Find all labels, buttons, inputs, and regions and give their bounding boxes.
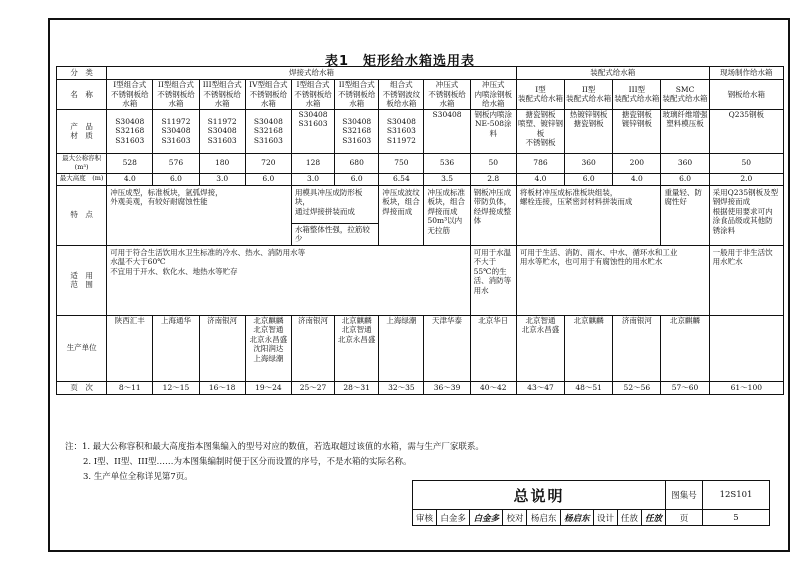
height-cell: 3.0 bbox=[291, 173, 334, 185]
maker-cell: 北京麒麟 bbox=[565, 315, 613, 381]
sheet-title: 总说明 bbox=[413, 481, 666, 510]
capacity-cell: 786 bbox=[516, 153, 564, 173]
maker-cell: 济南银河 bbox=[291, 315, 334, 381]
name-cell: II型组合式 不锈钢板给水箱 bbox=[335, 80, 379, 110]
scope-cell: 可用于水温不大于55℃的生活、消防等用水 bbox=[470, 245, 516, 315]
height-cell: 6.0 bbox=[661, 173, 709, 185]
height-cell: 2.8 bbox=[470, 173, 516, 185]
material-cell: S30408 S31603 bbox=[291, 109, 334, 153]
reviewer-signature: 白金多 bbox=[470, 510, 503, 526]
height-row bbox=[57, 173, 784, 185]
material-cell: S30408 S31603 S11972 bbox=[379, 109, 424, 153]
capacity-cell: 680 bbox=[335, 153, 379, 173]
height-label: 最大高度 (m) bbox=[57, 173, 107, 185]
capacity-cell: 720 bbox=[245, 153, 291, 173]
designer-signature: 任放 bbox=[641, 510, 665, 526]
material-cell: 玻璃纤维增强 塑料模压板 bbox=[661, 109, 709, 153]
material-cell: 热镀锌钢板 搪瓷钢板 bbox=[565, 109, 613, 153]
scope-cell: 可用于生活、消防、雨水、中水、循环水和工业 用水等贮水，也可用于有腐蚀性的用水贮水 bbox=[516, 245, 709, 315]
name-cell: 冲压式 不锈钢板给水箱 bbox=[424, 80, 470, 110]
page-cell: 12～15 bbox=[153, 381, 199, 394]
capacity-label: 最大公称容积(m³) bbox=[57, 153, 107, 173]
material-cell: S30408 S32168 S31603 bbox=[245, 109, 291, 153]
material-label: 产 品 材 质 bbox=[57, 109, 107, 153]
maker-cell: 天津华泰 bbox=[424, 315, 470, 381]
atlas-no: 12S101 bbox=[703, 481, 770, 510]
category-row bbox=[57, 67, 784, 80]
material-cell: S30408 bbox=[424, 109, 470, 153]
maker-label: 生产单位 bbox=[57, 315, 107, 381]
feature-cell: 冲压成标准板块，组合焊接而成 50m³以内无拉筋 bbox=[424, 185, 470, 245]
material-cell: 搪瓷钢板 喷塑、镀锌钢板 不锈钢板 bbox=[516, 109, 564, 153]
height-cell: 4.0 bbox=[516, 173, 564, 185]
feature-label: 特 点 bbox=[57, 185, 107, 245]
assembled-group: 装配式给水箱 bbox=[516, 67, 709, 80]
height-cell: 6.0 bbox=[565, 173, 613, 185]
category-label: 分 类 bbox=[57, 67, 107, 80]
height-cell: 3.0 bbox=[199, 173, 245, 185]
height-cell: 4.0 bbox=[107, 173, 153, 185]
name-cell: I型 装配式给水箱 bbox=[516, 80, 564, 110]
page-cell: 52～56 bbox=[613, 381, 661, 394]
material-cell: Q235钢板 bbox=[709, 109, 783, 153]
name-cell: SMC 装配式给水箱 bbox=[661, 80, 709, 110]
maker-cell: 济南银河 bbox=[199, 315, 245, 381]
title-block bbox=[412, 480, 770, 526]
maker-cell: 北京华日 bbox=[470, 315, 516, 381]
page-cell: 19～24 bbox=[245, 381, 291, 394]
maker-cell: 北京麒麟 bbox=[661, 315, 709, 381]
name-cell: 组合式 不锈钢波纹板给水箱 bbox=[379, 80, 424, 110]
design-label: 设计 bbox=[593, 510, 617, 526]
page-label-tb: 页 bbox=[666, 510, 703, 526]
checker: 杨启东 bbox=[527, 510, 560, 526]
capacity-cell: 128 bbox=[291, 153, 334, 173]
checker-signature: 杨启东 bbox=[560, 510, 593, 526]
page-cell: 16～18 bbox=[199, 381, 245, 394]
capacity-cell: 360 bbox=[661, 153, 709, 173]
feature-cell: 重量轻、防腐性好 bbox=[661, 185, 709, 245]
notes bbox=[65, 440, 484, 485]
material-cell: S11972 S30408 S31603 bbox=[199, 109, 245, 153]
height-cell: 6.0 bbox=[335, 173, 379, 185]
reviewer: 白金多 bbox=[436, 510, 469, 526]
table-title: 表1 矩形给水箱选用表 bbox=[324, 54, 476, 69]
height-cell: 6.0 bbox=[153, 173, 199, 185]
page-cell: 8～11 bbox=[107, 381, 153, 394]
check-label: 校对 bbox=[503, 510, 527, 526]
material-row bbox=[57, 109, 784, 153]
feature-cell: 水箱整体性强，拉筋较少 bbox=[291, 223, 378, 245]
capacity-cell: 200 bbox=[613, 153, 661, 173]
capacity-cell: 50 bbox=[709, 153, 783, 173]
feature-cell: 用模具冲压成防形板块， 通过焊接拼装而成 bbox=[291, 185, 378, 223]
page-no: 5 bbox=[703, 510, 770, 526]
onsite-group: 现场制作给水箱 bbox=[709, 67, 783, 80]
page-cell: 48～51 bbox=[565, 381, 613, 394]
page-cell: 61～100 bbox=[709, 381, 783, 394]
name-cell: III型 装配式给水箱 bbox=[613, 80, 661, 110]
scope-label: 适 用 范 围 bbox=[57, 245, 107, 315]
note-1: 注：1. 最大公称容积和最大高度指本图集编入的型号对应的数值，若选取超过该值的水箱，需与生产厂家联系。 bbox=[65, 442, 484, 452]
feature-cell: 钢板冲压成带防负体，经焊接成整体 bbox=[470, 185, 516, 245]
name-row bbox=[57, 80, 784, 110]
welded-group: 焊接式给水箱 bbox=[107, 67, 517, 80]
height-cell: 3.5 bbox=[424, 173, 470, 185]
name-cell: 钢板给水箱 bbox=[709, 80, 783, 110]
selection-table bbox=[56, 66, 784, 395]
capacity-cell: 536 bbox=[424, 153, 470, 173]
maker-cell: 济南银河 bbox=[613, 315, 661, 381]
page-cell: 25～27 bbox=[291, 381, 334, 394]
page-cell: 36～39 bbox=[424, 381, 470, 394]
material-cell: S30408 S32168 S31603 bbox=[107, 109, 153, 153]
feature-cell: 采用Q235钢板及型钢焊接而成 根据使用要求可内涂食品级或其他防锈涂料 bbox=[709, 185, 783, 245]
page-cell: 28～31 bbox=[335, 381, 379, 394]
page-cell: 57～60 bbox=[661, 381, 709, 394]
capacity-cell: 180 bbox=[199, 153, 245, 173]
material-cell: S11972 S30408 S31603 bbox=[153, 109, 199, 153]
capacity-cell: 360 bbox=[565, 153, 613, 173]
material-cell: 钢板内喷涂 NE-508涂料 bbox=[470, 109, 516, 153]
scope-cell: 可用于符合生活饮用水卫生标准的冷水、热水、消防用水等 水温不大于60℃ 不宜用于开水、软化水、地热水等贮存 bbox=[107, 245, 470, 315]
material-cell: S30408 S32168 S31603 bbox=[335, 109, 379, 153]
maker-cell: 北京麒麟 北京智通 北京永昌盛 bbox=[335, 315, 379, 381]
page-cell: 40～42 bbox=[470, 381, 516, 394]
name-cell: I型组合式 不锈钢板给水箱 bbox=[291, 80, 334, 110]
note-2: 2. I型、II型、III型……为本图集编制时便于区分而设置的序号，不是水箱的实际名称。 bbox=[83, 457, 412, 467]
name-cell: IV型组合式 不锈钢板给水箱 bbox=[245, 80, 291, 110]
page-cell: 43～47 bbox=[516, 381, 564, 394]
scope-cell: 一般用于非生活饮用水贮水 bbox=[709, 245, 783, 315]
height-cell: 6.0 bbox=[245, 173, 291, 185]
atlas-label: 图集号 bbox=[666, 481, 703, 510]
page-cell: 32～35 bbox=[379, 381, 424, 394]
height-cell: 4.0 bbox=[613, 173, 661, 185]
maker-cell: 陕西汇丰 bbox=[107, 315, 153, 381]
capacity-cell: 750 bbox=[379, 153, 424, 173]
capacity-cell: 528 bbox=[107, 153, 153, 173]
feature-row bbox=[57, 185, 784, 223]
scope-row bbox=[57, 245, 784, 315]
material-cell: 搪瓷钢板 镀锌钢板 bbox=[613, 109, 661, 153]
maker-cell: 北京智通 北京永昌盛 bbox=[516, 315, 564, 381]
capacity-cell: 50 bbox=[470, 153, 516, 173]
note-3: 3. 生产单位全称详见第7页。 bbox=[83, 472, 193, 482]
name-cell: II型组合式 不锈钢板给水箱 bbox=[153, 80, 199, 110]
height-cell: 6.54 bbox=[379, 173, 424, 185]
name-cell: II型 装配式给水箱 bbox=[565, 80, 613, 110]
feature-cell: 冲压成波纹板块，组合焊接而成 bbox=[379, 185, 424, 245]
maker-cell: 北京麒麟 北京智通 北京永昌盛 沈阳润达 上海绿潮 bbox=[245, 315, 291, 381]
maker-row bbox=[57, 315, 784, 381]
name-label: 名 称 bbox=[57, 80, 107, 110]
maker-cell: 上海通华 bbox=[153, 315, 199, 381]
page-label: 页 次 bbox=[57, 381, 107, 394]
capacity-cell: 576 bbox=[153, 153, 199, 173]
name-cell: I型组合式 不锈钢板给水箱 bbox=[107, 80, 153, 110]
feature-cell: 将板材冲压成标准板块组装， 螺栓连接，压紧密封材料拼装而成 bbox=[516, 185, 661, 245]
maker-cell bbox=[709, 315, 783, 381]
review-label: 审核 bbox=[413, 510, 437, 526]
designer: 任放 bbox=[617, 510, 641, 526]
capacity-row bbox=[57, 153, 784, 173]
name-cell: III型组合式 不锈钢板给水箱 bbox=[199, 80, 245, 110]
name-cell: 冲压式 内喷涂钢板给水箱 bbox=[470, 80, 516, 110]
feature-cell: 冲压成型，标准板块，氩弧焊接， 外观美观，有较好耐腐蚀性能 bbox=[107, 185, 292, 245]
maker-cell: 上海绿潮 bbox=[379, 315, 424, 381]
page-row bbox=[57, 381, 784, 394]
height-cell: 2.0 bbox=[709, 173, 783, 185]
